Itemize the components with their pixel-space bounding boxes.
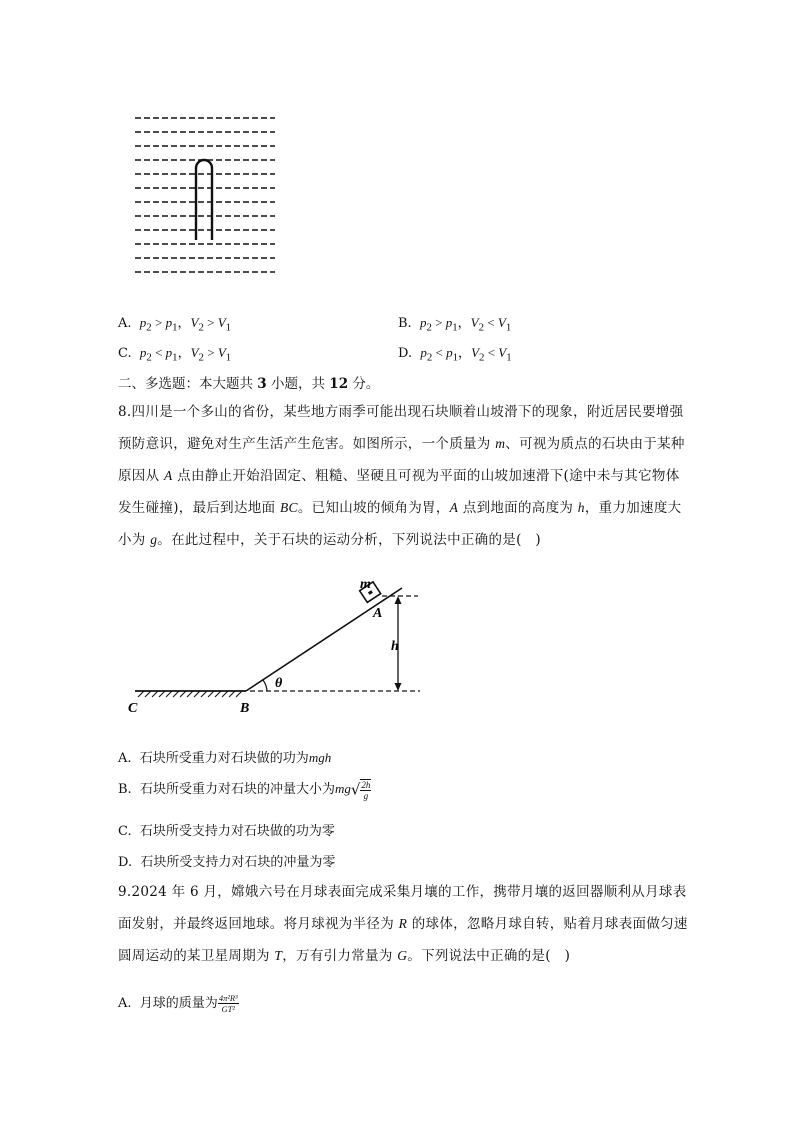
label-C: C (128, 701, 138, 716)
q9-stem: 9.2024 年 6 月，嫦娥六号在月球表面完成采集月壤的工作，携带月壤的返回器顺利从月球表面发射，并最终返回地球。将月球视为半径为 R 的球体，忽略月球自转，贴着月球表面做匀速圆周运动的某卫星周期为 T，万有引力常量为 G。下列说法中正确的是( ) (118, 884, 688, 964)
q7-option-d[interactable]: D. $p_2 < p_1$，$V_2 < V_1$ (398, 345, 512, 364)
q7-option-c[interactable]: C. $p_2 < p_1$，$V_2 > V_1$ (118, 345, 232, 364)
label-A: A (373, 606, 383, 621)
figure-incline (120, 570, 440, 720)
q8-option-c[interactable]: C. 石块所受支持力对石块做的功为零 (118, 824, 335, 839)
liquid-level-lines (135, 118, 275, 272)
height-arrow-down-head (395, 683, 402, 691)
angle-arc (263, 680, 267, 691)
q8-option-b[interactable]: B. 石块所受重力对石块的冲量大小为mg√ $\frac{2h}{g}$ (118, 779, 371, 801)
q8-stem: 8.四川是一个多山的省份，某些地方雨季可能出现石块顺着山坡滑下的现象，附近居民要增强预防意识，避免对生产生活产生危害。如图所示，一个质量为 m、可视为质点的石块由于某种原因从 A 点由静止开始沿固定、粗糙、坚硬且可视为平面的山坡加速滑下(途中未与其它物体发生碰撞)，最后到达地面 BC。已知山坡的倾角为胃，A 点到地面的高度为 h，重力加速度大小为 g。在此过程中，关于石块的运动分析，下列说法中正确的是( ) (118, 404, 685, 548)
section-heading: 二、多选题：本大题共 3 小题，共 12 分。 (118, 376, 380, 392)
label-theta: θ (275, 676, 283, 691)
q8-option-a[interactable]: A. 石块所受重力对石块做的功为mgh (118, 750, 332, 766)
inverted-u-tube (196, 160, 212, 240)
q8-option-d[interactable]: D. 石块所受支持力对石块的冲量为零 (118, 855, 336, 870)
q7-option-a[interactable]: A. $p_2 > p_1$，$V_2 > V_1$ (118, 315, 232, 334)
q7-option-b[interactable]: B. $p_2 > p_1$，$V_2 < V_1$ (398, 315, 512, 334)
ground-hatching (138, 691, 242, 697)
label-h: h (391, 639, 399, 654)
figure-liquid-tube (130, 110, 290, 285)
height-arrow-up-head (395, 596, 402, 604)
label-B: B (240, 701, 250, 716)
label-m: m (360, 577, 371, 592)
q9-option-a[interactable]: A. 月球的质量为 $\frac{\text{4π²R³}}{\text{GT²}}$ (118, 993, 238, 1014)
incline-slope (246, 588, 402, 691)
